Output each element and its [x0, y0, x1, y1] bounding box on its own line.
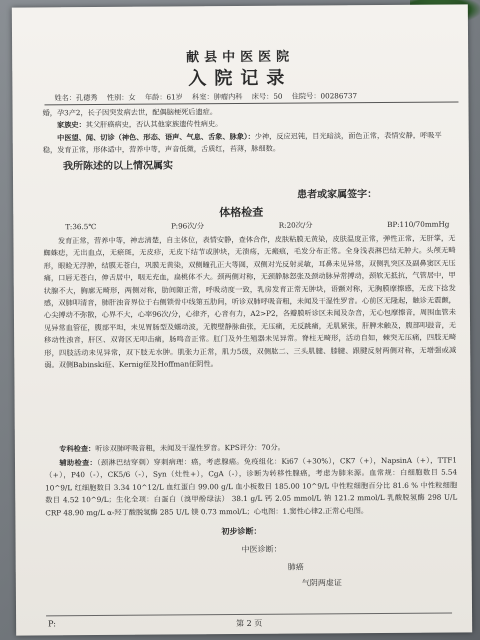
document-title: 入院记录	[188, 67, 293, 90]
exam-body: 发育正常，营养中等，神志清楚，自主体位，表情安静，查体合作，皮肤粘膜无黄染，皮肤温度正常，弹性正常，无肝掌，无蜘蛛痣，无出血点，无瘀斑，无皮疹，无皮下结节或肿块，无溃疡，无瘢痕，毛发分布正常。全身浅表淋巴结无肿大。头颅无畸形，眼睑无浮肿，结膜无苍白，巩膜无黄染，双侧瞳孔正大等圆，双侧对光反射灵敏，耳鼻未见异常，双侧乳突区及副鼻窦区无压痛，口唇无苍白，伸舌居中，咽无充血，扁桃体不大。颈两侧对称，无颈静脉怒张及颈动脉异常搏动，颈软无抵抗，气管居中，甲状腺不大，胸廓无畸形，两侧对称，肋间隙正常，呼吸动度一致，乳房发育正常无肿块，语颤对称，无胸膜摩擦感，无皮下捻发感，双肺叩清音，肺肝浊音界位于右侧锁骨中线第五肋间，听诊双肺呼吸音粗，未闻及干湿性罗音。心前区无隆起，触诊无震颤，心尖搏动不弥散，心界不大，心率96次/分，心律齐，心音有力，A2>P2，各瓣膜听诊区未闻及杂音，无心包摩擦音，周围血管未见异常血管征，腹部平坦，未见胃肠型及蠕动波，无腹壁静脉曲张，无压痛，无反跳痛，无肌紧张，肝脾未触及，腹部叩鼓音，无移动性浊音，肝区、双肾区无叩击痛，肠鸣音正常。肛门及外生殖器未见异常。脊柱无畸形，活动自如，棘突无压痛，四肢无畸形，四肢活动未见异常，双下肢无水肿。肌张力正常，肌力5级，双侧肱二、三头肌腱、膝腱、跟腱反射两侧对称，无增强或减弱。双侧Babinski征、Kernig征及Hoffman征阴性。	[43, 233, 457, 370]
diagnosis-item-1: 肺癌	[287, 562, 304, 572]
auxiliary-exam-text: （颈淋巴结穿刺）穿刺病理：癌，考虑腺癌。免疫组化：Ki67（+30%），CK7（+），NapsinA（+），TTF1（+），P40（-），CK5/6（-），Syn（灶性+），CgA（-），诊断为转移性腺癌，考虑为肺来源。血常规：白细胞数目 5.54 10^9/L 红细胞数目 3.34 10^12/L 血红蛋白 99.00 g/L 血小板数目 185.00 10^9/L 中性粒细胞百分比 81.6 % 中性粒细胞数目 4.52 10^9/L；生化全项：白蛋白（溴甲酚绿法） 38.1 g/L 钙 2.05 mmol/L 钠 121.2 mmol/L 乳酸脱氢酶 298 U/L CRP 48.90 mg/L α-羟丁酸脱氢酶 285 U/L 镁 0.73 mmol/L；心电图：1.窦性心律2.正常心电图。	[45, 455, 458, 518]
special-exam	[45, 441, 457, 456]
signature-label: 患者或家属签字：	[297, 189, 378, 201]
auxiliary-exam	[45, 455, 457, 520]
confirm-statement: 我所陈述的以上情况属实	[62, 160, 173, 173]
marital-history: 婚，孕3产2，长子因突发病去世，配偶脑梗死后遗症。	[42, 107, 218, 118]
vital-temperature: T:36.5℃	[65, 222, 97, 232]
admission-number: 住院号：00286737	[291, 91, 358, 101]
diagnosis-item-2: 气阴两虚证	[301, 578, 342, 588]
patient-name: 姓名：孔德秀	[54, 93, 98, 103]
vital-respiration: R:20次/分	[278, 220, 313, 230]
hospital-name: 献县中医医院	[186, 49, 295, 66]
special-exam-label: 专科检查：	[59, 444, 96, 454]
patient-bed: 床号：50	[251, 91, 283, 101]
exam-heading: 体格检查	[219, 205, 264, 220]
patient-age: 年龄：61岁	[144, 92, 183, 102]
patient-gender: 性别：女	[106, 92, 136, 102]
special-exam-text: 听诊双肺呼吸音粗，未闻及干湿性罗音。KPS评分：70分。	[95, 442, 285, 454]
family-history-text: 其父肝癌病史，否认其他家族遗传性病史。	[85, 119, 223, 130]
tcm-diagnosis-label: 中医诊断：	[241, 544, 282, 555]
family-history-label: 家族史：	[56, 120, 86, 130]
tcm-label: 中医望、闻、切诊（神色、形态、语声、气息、舌象、脉象）：	[57, 131, 255, 143]
patient-dept: 科室：肿瘤内科	[192, 91, 243, 102]
diagnosis-heading: 初步诊断：	[221, 525, 262, 537]
vital-pulse: P:96次/分	[171, 221, 205, 231]
vital-blood-pressure: BP:110/70mmHg	[387, 219, 450, 229]
page-number: 第 2 页	[236, 618, 263, 629]
tcm-observation	[43, 129, 453, 157]
document-page	[12, 4, 472, 635]
footer-p-label: P:	[48, 619, 56, 629]
vital-signs	[65, 219, 449, 234]
tcm-text: 少神，反应迟钝，目光暗淡，面色正常，表情安静，呼吸平稳，发育正常，形体适中，营养中等，声音低微，舌质红，苔薄，脉细数。	[42, 130, 442, 155]
page-footer	[46, 613, 452, 629]
auxiliary-exam-label: 辅助检查：	[59, 458, 98, 468]
history-section	[43, 105, 453, 157]
